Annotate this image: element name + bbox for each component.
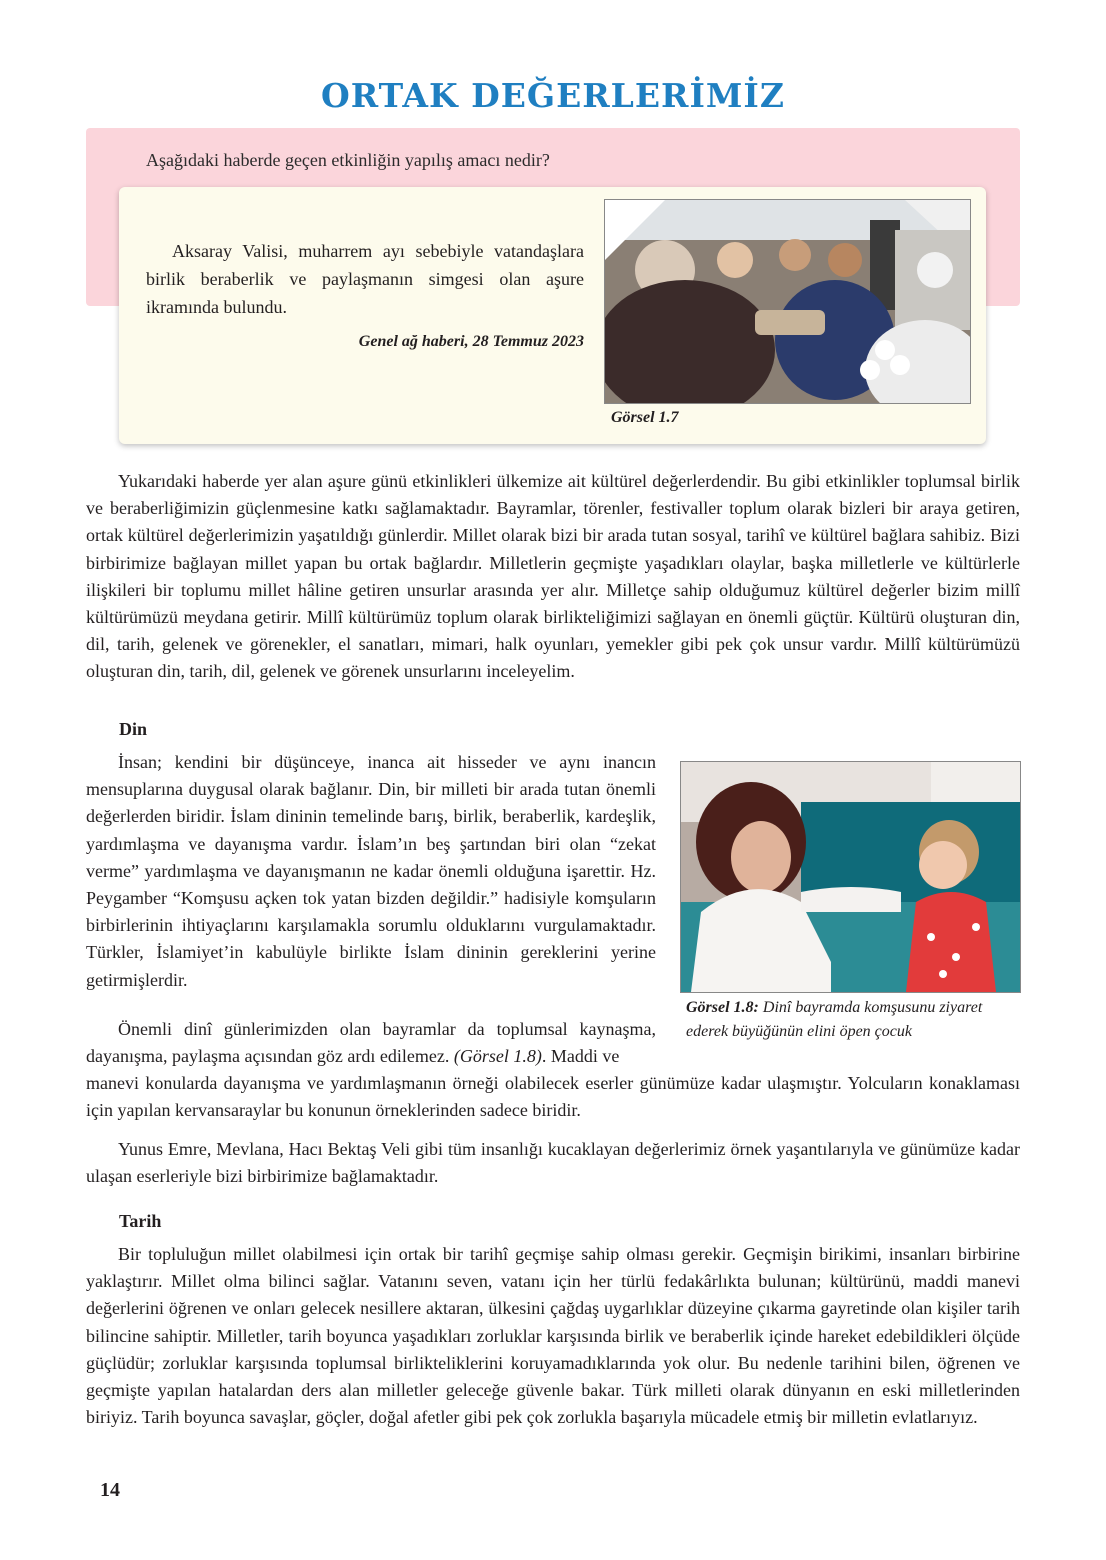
asure-photo [604,199,971,404]
page-number: 14 [100,1479,120,1501]
section-heading-din: Din [119,719,148,739]
question-text: Aşağıdaki haberde geçen etkinliğin yapılış amacı nedir? [146,150,550,170]
figure-caption: Görsel 1.7 [611,409,679,426]
din-paragraph-2-continued: manevi konularda dayanışma ve yardımlaşmanın örneği olabilecek eserler günümüze kadar ulaşmıştır. Yolcuların konaklaması için yapılan kervansaraylar bu konunun örneklerinden sadece biridir. [86,1073,1020,1121]
din-paragraph-1: İnsan; kendini bir düşünceye, inanca ait hisseder ve aynı inancın mensuplarına duygusal olarak bağlanır. Din, bir milleti bir arada tutan önemli değerlerden biridir. İslam dininin temelinde barış, birlik, beraberlik, kardeşlik, yardımlaşma ve dayanışma vardır. İslam’ın beş şartından biri olan “zekat verme” yardımlaşma ve dayanışmanın ne kadar önemli olduğuna işarettir. Hz. Peygamber “Komşusu açken tok yatan bizden değildir.” hadisiyle komşuların birbirlerinin ihtiyaçlarını karşılamakla sorumlu olduklarını vurgulamaktadır. Türkler, İslamiyet’in kabulüyle birlikte İslam dininin gereklerini yerine getirmişlerdir. [86,752,656,990]
section-heading-tarih: Tarih [119,1211,162,1231]
intro-paragraph: Yukarıdaki haberde yer alan aşure günü etkinlikleri ülkemize ait kültürel değerlerdendir. Bu gibi etkinlikler toplumsal birlik ve beraberliğimizin güçlenmesine katkı sağlamaktadır. Bayramlar, törenler, festivaller toplum olarak bizleri bir araya getiren, ortak kültürel değerlerimizin yaşatıldığı günlerdir. Millet olarak bizi bir arada tutan sosyal, tarihî ve kültürel bağlara sahibiz. Bizi birbirimize bağlayan millet yapan bu ortak bağlardır. Milletlerin geçmişte yaşadıkları olaylar, başka milletlerle ve kültürlerle ilişkileri bir toplumu millet hâline getiren unsurlar arasında yer alır. Milletçe sahip olduğumuz kültürel değerler bizim millî kültürümüzü meydana getirir. Millî kültürümüz toplum olarak birlikteliğimizi sağlayan en önemli güçtür. Kültürü oluşturan din, dil, tarih, gelenek ve görenekler, el sanatları, mimari, halk oyunları, yemekler gibi pek çok unsur vardır. Millî kültürümüzü oluşturan din, tarih, dil, gelenek ve görenek unsurlarını inceleyelim. [86,471,1020,682]
figure-caption: Görsel 1.8: Dinî bayramda komşusunu ziyaret ederek büyüğünün elini öpen çocuk [686,999,983,1040]
bayram-photo [680,761,1021,993]
news-text: Aksaray Valisi, muharrem ayı sebebiyle vatandaşlara birlik beraberlik ve paylaşmanın simgesi olan aşure ikramında bulundu. [146,241,584,317]
news-source: Genel ağ haberi, 28 Temmuz 2023 [358,333,584,350]
page-title: ORTAK DEĞERLERİMİZ [321,76,785,115]
din-paragraph-3: Yunus Emre, Mevlana, Hacı Bektaş Veli gibi tüm insanlığı kucaklayan değerlerimiz örnek yaşantılarıyla ve günümüze kadar ulaşan eserleriyle bizi birbirimize bağlamaktadır. [86,1139,1020,1187]
tarih-paragraph: Bir topluluğun millet olabilmesi için ortak bir tarihî geçmişe sahip olması gerekir. Geçmişin birikimi, insanları birbirine yaklaştırır. Millet olma bilinci sağlar. Vatanını seven, vatanı için her türlü fedakârlıkta bulunan; kültürünü, maddi manevi değerlerini öğrenen ve onları gelecek nesillere aktaran, ülkesini çağdaş uygarlıklar düzeyine çıkarma gayretinde olan kişiler tarih bilincine sahiptir. Milletler, tarih boyunca yaşadıkları zorluklar karşısında birlik ve beraberlik içinde hareket edebildikleri ölçüde güçlüdür; zorluklar karşısında toplumsal birlikteliklerini koruyamadıklarında yok olur. Bu nedenle tarihini bilen, öğrenen ve geçmişte yapılan hatalardan ders alan milletler geleceğe güvenle bakar. Türk milleti olarak dünyanın en eski milletlerinden biriyiz. Tarih boyunca savaşlar, göçler, doğal afetler gibi pek çok zorlukla başarıyla mücadele etmiş bir milletin evlatlarıyız. [86,1244,1020,1428]
din-paragraph-2: Önemli dinî günlerimizden olan bayramlar da toplumsal kaynaşma, dayanışma, paylaşma açısından göz ardı edilemez. (Görsel 1.8). Maddi ve [86,1019,656,1067]
